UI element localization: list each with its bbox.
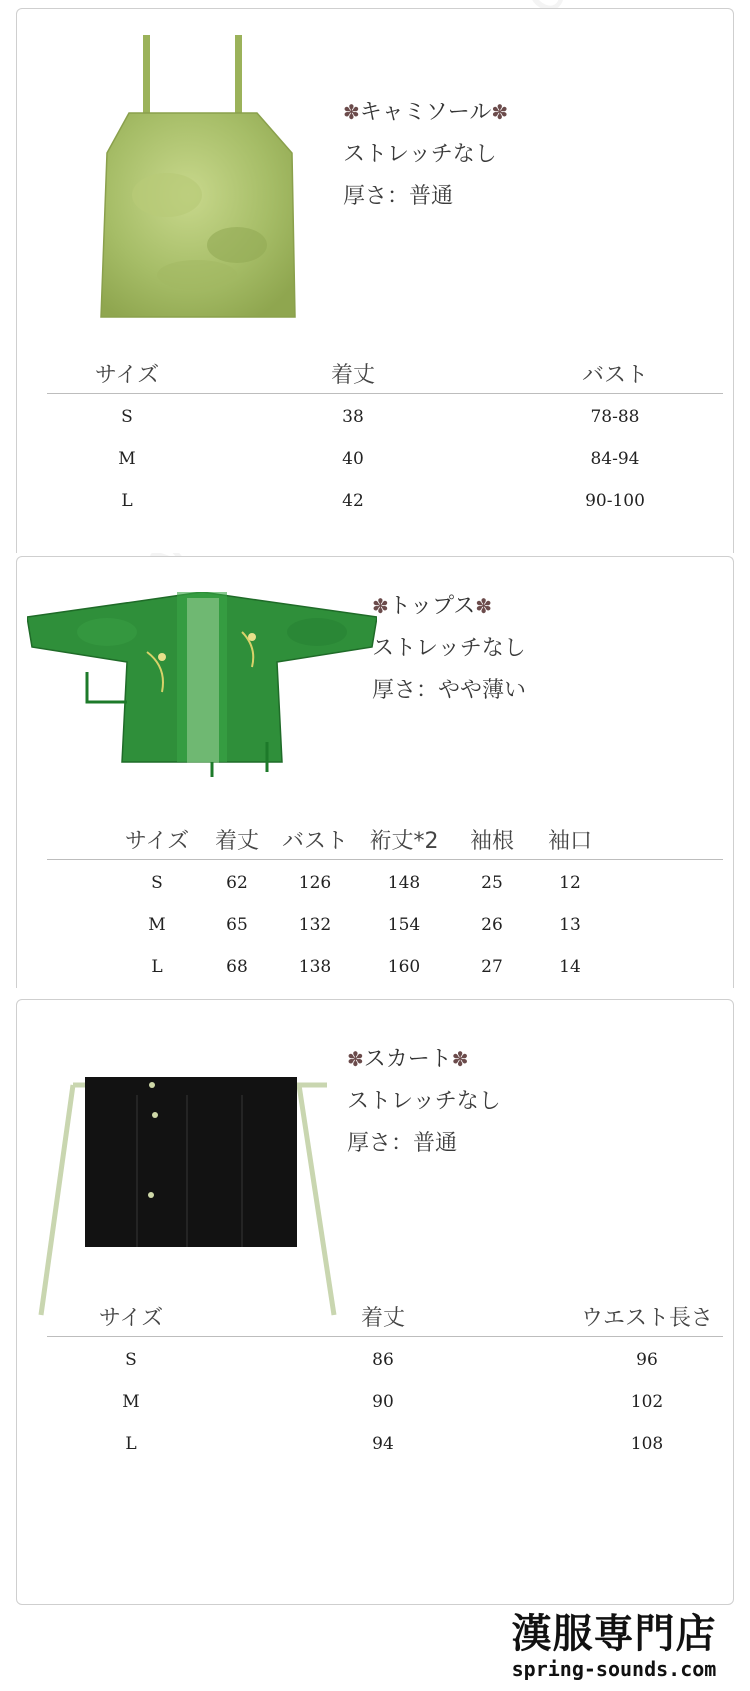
table-row: M 90 102 [122, 1392, 664, 1412]
table-row: S 38 78-88 [121, 407, 640, 427]
tops-card [16, 556, 734, 988]
camisole-stretch: ストレッチなし [343, 142, 497, 167]
table-row: L 68 138 160 27 14 [151, 957, 581, 977]
skirt-image [37, 1075, 362, 1320]
skirt-title: ✽スカート✽ [347, 1047, 469, 1072]
tops-thickness: 厚さ：やや薄い [372, 678, 527, 703]
camisole-title: ✽キャミソール✽ [343, 100, 509, 125]
skirt-card [16, 999, 734, 1605]
tops-info [372, 585, 526, 712]
table-row: S 86 96 [125, 1350, 658, 1370]
flower-icon: ✽ [347, 1047, 364, 1071]
tops-title: ✽トップス✽ [372, 594, 492, 619]
flower-icon: ✽ [475, 594, 492, 618]
camisole-info [343, 91, 508, 218]
tops-size-table [47, 820, 723, 980]
flower-icon: ✽ [451, 1047, 469, 1071]
table-row: L 94 108 [125, 1434, 664, 1454]
flower-icon: ✽ [491, 100, 509, 124]
brand-logo [494, 1612, 734, 1682]
table-header: サイズ 着丈 バスト 裄丈*2 袖根 袖口 [47, 820, 723, 860]
skirt-size-table [47, 1297, 723, 1457]
table-row: S 62 126 148 25 12 [151, 873, 581, 893]
table-row: M 65 132 154 26 13 [148, 915, 581, 935]
camisole-card [16, 8, 734, 553]
flower-icon: ✽ [372, 594, 389, 618]
table-row: L 42 90-100 [121, 491, 645, 511]
skirt-info [347, 1038, 501, 1165]
tops-stretch: ストレッチなし [372, 636, 526, 661]
table-row: M 40 84-94 [118, 449, 640, 469]
skirt-thickness: 厚さ：普通 [347, 1131, 458, 1156]
camisole-image [87, 35, 312, 325]
brand-name: 漢服専門店 [511, 1611, 717, 1657]
camisole-thickness: 厚さ：普通 [343, 184, 454, 209]
table-header: サイズ 着丈 ウエスト長さ [47, 1297, 723, 1337]
table-header: サイズ 着丈 バスト [47, 354, 723, 394]
skirt-stretch: ストレッチなし [347, 1089, 501, 1114]
brand-url: spring-sounds.com [511, 1657, 717, 1681]
tops-image [27, 592, 377, 777]
flower-icon: ✽ [343, 100, 360, 124]
camisole-size-table [47, 354, 723, 514]
